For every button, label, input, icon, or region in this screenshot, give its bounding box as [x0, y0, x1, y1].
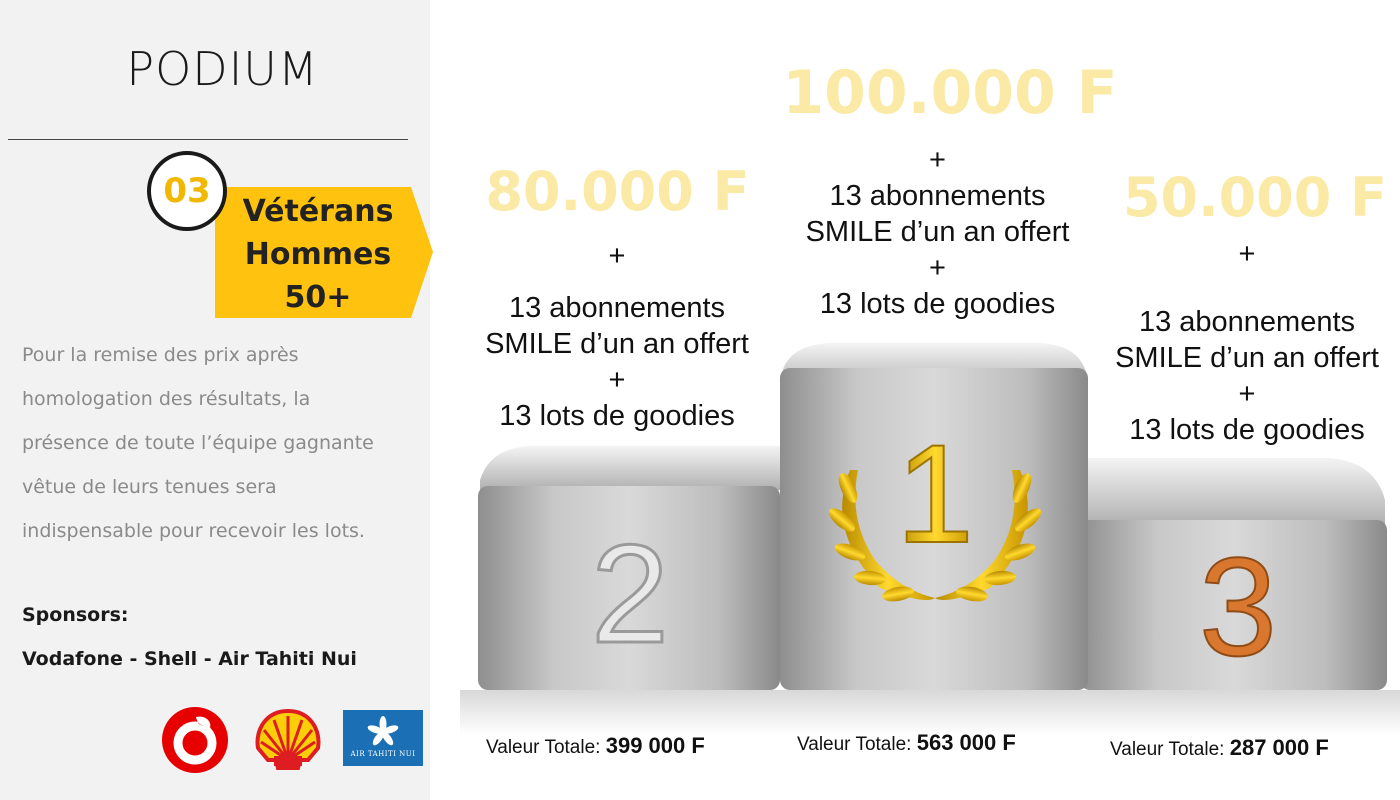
prize-amount-second: 80.000 F	[485, 160, 750, 223]
prize-details-first	[775, 142, 1100, 322]
prize-line: 13 lots de goodies	[819, 288, 1056, 320]
description-text	[22, 333, 422, 553]
category-number: 03	[163, 171, 211, 211]
description-line: vêtue de leurs tenues sera	[22, 476, 277, 498]
prize-line: 13 lots de goodies	[499, 400, 735, 432]
prize-line: +	[608, 240, 626, 272]
sponsors-names: Vodafone - Shell - Air Tahiti Nui	[22, 648, 357, 670]
prize-line: +	[929, 144, 946, 176]
category-number-badge	[147, 151, 227, 231]
total-amount: 287 000 F	[1229, 735, 1329, 760]
prize-amount-third: 50.000 F	[1122, 166, 1388, 229]
prize-line: 13 abonnements	[508, 292, 726, 324]
category-line: Vétérans	[242, 194, 394, 229]
shell-logo-icon	[252, 708, 324, 772]
rank-number-second: 2	[591, 515, 669, 672]
category-line: Hommes	[244, 237, 392, 272]
total-amount: 563 000 F	[916, 730, 1016, 755]
total-label: Valeur Totale:	[797, 734, 912, 755]
category-line: 50+	[284, 280, 352, 315]
description-line: indispensable pour recevoir les lots.	[22, 520, 365, 542]
category-label	[230, 190, 406, 319]
prize-line	[457, 274, 777, 290]
prize-line	[1087, 272, 1400, 304]
air-tahiti-nui-logo	[343, 710, 423, 766]
prize-line: 13 lots de goodies	[1129, 414, 1365, 446]
total-amount: 399 000 F	[605, 733, 705, 758]
podium-reflection	[460, 690, 1400, 735]
prize-line: 13 abonnements	[829, 180, 1046, 212]
total-label: Valeur Totale:	[486, 737, 601, 758]
rank-number-third: 3	[1199, 528, 1277, 685]
prize-line: +	[1238, 378, 1256, 410]
vodafone-logo-icon	[160, 705, 230, 775]
rank-number-first: 1	[896, 415, 974, 572]
prize-details-third	[1087, 236, 1400, 448]
page-title: PODIUM	[126, 42, 319, 96]
prize-line: SMILE d’un an offert	[1115, 342, 1379, 374]
description-line: homologation des résultats, la	[22, 388, 311, 410]
prize-amount-first: 100.000 F	[782, 58, 1118, 128]
total-label: Valeur Totale:	[1110, 739, 1225, 760]
total-value-second	[486, 733, 705, 759]
prize-details-second	[457, 238, 777, 434]
description-line: Pour la remise des prix après	[22, 344, 299, 366]
prize-line: +	[929, 252, 946, 284]
sponsors-label: Sponsors:	[22, 604, 129, 626]
total-value-first	[797, 730, 1016, 756]
prize-line: SMILE d’un an offert	[485, 328, 749, 360]
description-line: présence de toute l’équipe gagnante	[22, 432, 374, 454]
prize-line: SMILE d’un an offert	[805, 216, 1070, 248]
title-divider	[8, 139, 408, 140]
prize-line: +	[1238, 238, 1256, 270]
prize-line: +	[608, 364, 626, 396]
total-value-third	[1110, 735, 1329, 761]
air-tahiti-logo-text: AIR TAHITI NUI	[350, 750, 416, 758]
prize-line: 13 abonnements	[1138, 306, 1356, 338]
